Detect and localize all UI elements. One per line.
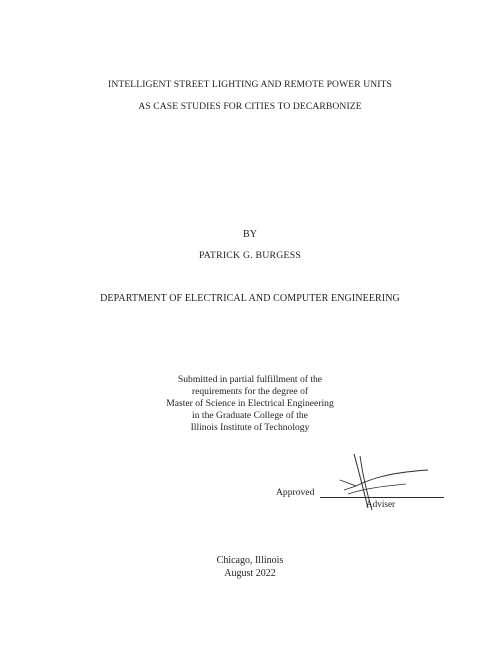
author-name: PATRICK G. BURGESS [198,250,302,261]
submission-line-3: Master of Science in Electrical Engineering [166,398,334,409]
submission-line-5: Illinois Institute of Technology [190,422,310,433]
title-line-1: INTELLIGENT STREET LIGHTING AND REMOTE POWER UNITS [108,79,392,90]
adviser-label: Adviser [366,499,396,509]
title-line-2: AS CASE STUDIES FOR CITIES TO DECARBONIZE [138,101,362,112]
approved-label: Approved [276,487,315,498]
date: August 2022 [224,568,276,579]
department-name: DEPARTMENT OF ELECTRICAL AND COMPUTER ENGINEERING [100,293,400,304]
submission-line-1: Submitted in partial fulfillment of the [177,374,323,385]
location: Chicago, Illinois [216,555,284,566]
submission-line-4: in the Graduate College of the [192,410,308,421]
by-label: BY [243,229,257,240]
signature-line [320,497,444,498]
submission-line-2: requirements for the degree of [191,386,309,397]
